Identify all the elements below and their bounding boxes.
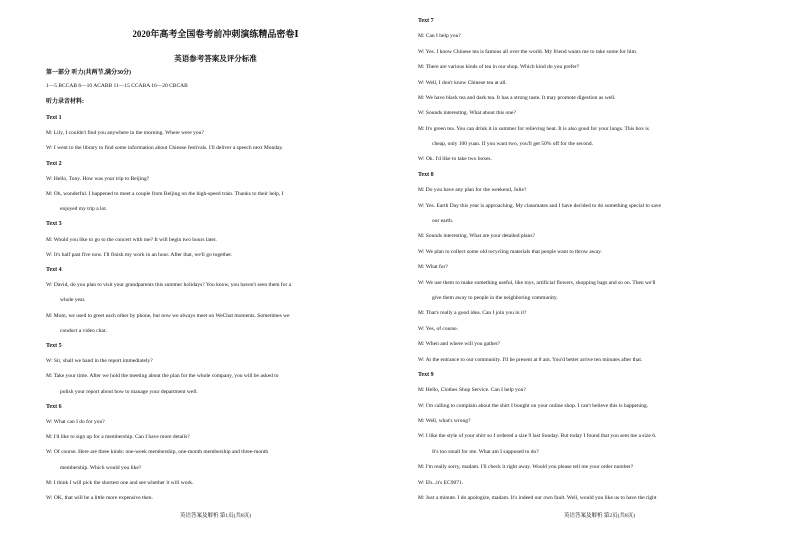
page-footer: 英语答案及解析 第2页(共8页) [563,513,636,519]
dialogue-continuation: whole year. [60,297,86,304]
dialogue-line: W: Yes, of course. [418,325,459,332]
dialogue-line: M: I'd like to sign up for a membership. Can I have more details? [46,434,190,441]
dialogue-line: W: We plan to collect some old recycling materials that people want to throw away. [418,248,602,255]
text-heading: Text 5 [46,343,62,349]
dialogue-line: M: I think I will pick the shortest one and see whether it will work. [46,479,194,486]
dialogue-line: W: David, do you plan to visit your grandparents this summer holidays? You know, you haven't seen them for a [46,282,292,289]
dialogue-line: M: Do you have any plan for the weekend, Julie? [418,187,527,194]
dialogue-line: W: Yes. I know Chinese tea is famous all over the world. My friend wants me to take some for him. [418,48,638,55]
dialogue-line: M: When and where will you gather? [418,341,501,348]
dialogue-line: W: I'm calling to complain about the shirt I bought on your online shop. I can't believe this is happening. [418,402,649,409]
dialogue-line: M: Take your time. After we hold the meeting about the plan for the whole company, you will be asked to [46,373,279,380]
text-heading: Text 8 [418,171,434,178]
text-heading: Text 7 [418,18,434,24]
dialogue-line: M: Would you like to go to the concert with me? It will begin two hours later. [46,236,217,243]
page-footer: 英语答案及解析 第1页(共8页) [179,513,252,519]
dialogue-line: M: Oh, wonderful. I happened to meet a couple from Beijing on the high-speed train. Thanks to their help, I [46,191,284,197]
page-2-column [418,0,781,533]
exam-title: 2020年高考全国卷考前冲刺演练精品密卷Ⅰ [132,29,299,39]
dialogue-line: M: Lily, I couldn't find you anywhere in the morning. Where were you? [46,130,204,137]
text-heading: Text 3 [46,221,62,228]
section-heading: 第一部分 听力(共两节,满分30分) [46,70,131,76]
dialogue-line: M: Mom, we used to greet each other by phone, but now we always meet on WeChat moments. Sometimes we [46,312,290,319]
dialogue-line: M: Well, what's wrong? [418,418,471,425]
dialogue-line: M: It's green tea. You can drink it in summer for relieving heat. It is also good for your lungs. This box is [418,125,649,132]
dialogue-line: W: At the entrance to our community. I'll be present at 8 am. You'd better arrive ten minutes after that. [418,356,643,363]
dialogue-line: W: Of course. Here are three kinds: one-week membership, one-month membership and three-month [46,449,269,456]
dialogue-line: M: What for? [418,264,448,271]
dialogue-continuation: membership. Which would you like? [60,464,142,471]
dialogue-line: W: I went to the library to find some information about Chinese festivals. I'll deliver a speech next Monday. [46,145,284,152]
dialogue-line: W: What can I do for you? [46,419,105,425]
text-heading: Text 9 [418,371,434,378]
dialogue-continuation: enjoyed my trip a lot. [60,206,108,213]
dialogue-line: M: Hello, Clothes Shop Service. Can I help you? [418,387,526,394]
transcript-heading: 听力录音材料: [46,99,84,105]
dialogue-line: W: Hello, Tony. How was your trip to Beijing? [46,175,150,182]
dialogue-line: M: I'm really sorry, madam. I'll check it right away. Would you please tell me your order number? [418,464,634,471]
dialogue-continuation: It's too small for me. What am I supposed to do? [432,448,539,455]
dialogue-line: W: Sounds interesting. What about this one? [418,110,516,117]
text-heading: Text 4 [46,267,62,273]
dialogue-line: W: Well, I don't know Chinese tea at all. [418,79,507,86]
dialogue-continuation: conduct a video chat. [60,327,107,334]
dialogue-continuation: cheap, only 100 yuan. If you want two, you'll get 50% off for the second. [432,141,593,148]
dialogue-line: M: Sounds interesting. What are your detailed plans? [418,233,535,240]
dialogue-line: W: Sir, shall we hand in the report immediately? [46,358,153,365]
dialogue-continuation: polish your report about how to manage your department well. [60,388,198,395]
dialogue-line: M: We have black tea and dark tea. It has a strong taste. It may promote digestion as well. [418,94,616,101]
dialogue-continuation: our earth. [432,218,454,225]
text-heading: Text 6 [46,403,62,410]
dialogue-line: M: That's really a good idea. Can I join you in it? [418,310,527,317]
dialogue-line: W: It's half past five now. I'll finish my work in an hour. After that, we'll go together. [46,251,233,258]
page-1-column [46,0,385,533]
dialogue-line: W: OK, that will be a little more expensive then. [46,495,153,501]
answer-list: 1—5 BCCAB 6—10 ACABB 11—15 CCABA 16—20 CBCAB [46,83,188,89]
dialogue-line: W: We use them to make something useful, like toys, artificial flowers, shopping bags and so on. Then we'll [418,279,656,286]
dialogue-line: M: Just a minute. I do apologize, madam. It's indeed our own fault. Well, would you like us to have the right [418,495,657,501]
dialogue-line: W: Eh...it's EC9071. [418,479,464,486]
page-2 [397,0,794,533]
dialogue-line: W: I like the style of your shirt so I ordered a size 9 last Sunday. But today I found that you sent me a size 6. [418,433,657,440]
dialogue-line: M: Can I help you? [418,33,461,40]
answer-key-heading: 英语参考答案及评分标准 [174,54,257,63]
dialogue-continuation: give them away to people in the neighboring community. [432,294,558,301]
dialogue-line: W: Ok. I'd like to take two boxes. [418,156,492,163]
dialogue-line: W: Yes. Earth Day this year is approaching. My classmates and I have decided to do something special to save [418,202,661,209]
dialogue-line: M: There are various kinds of tea in our shop. Which kind do you prefer? [418,64,580,71]
text-heading: Text 1 [46,115,62,121]
text-heading: Text 2 [46,160,62,167]
